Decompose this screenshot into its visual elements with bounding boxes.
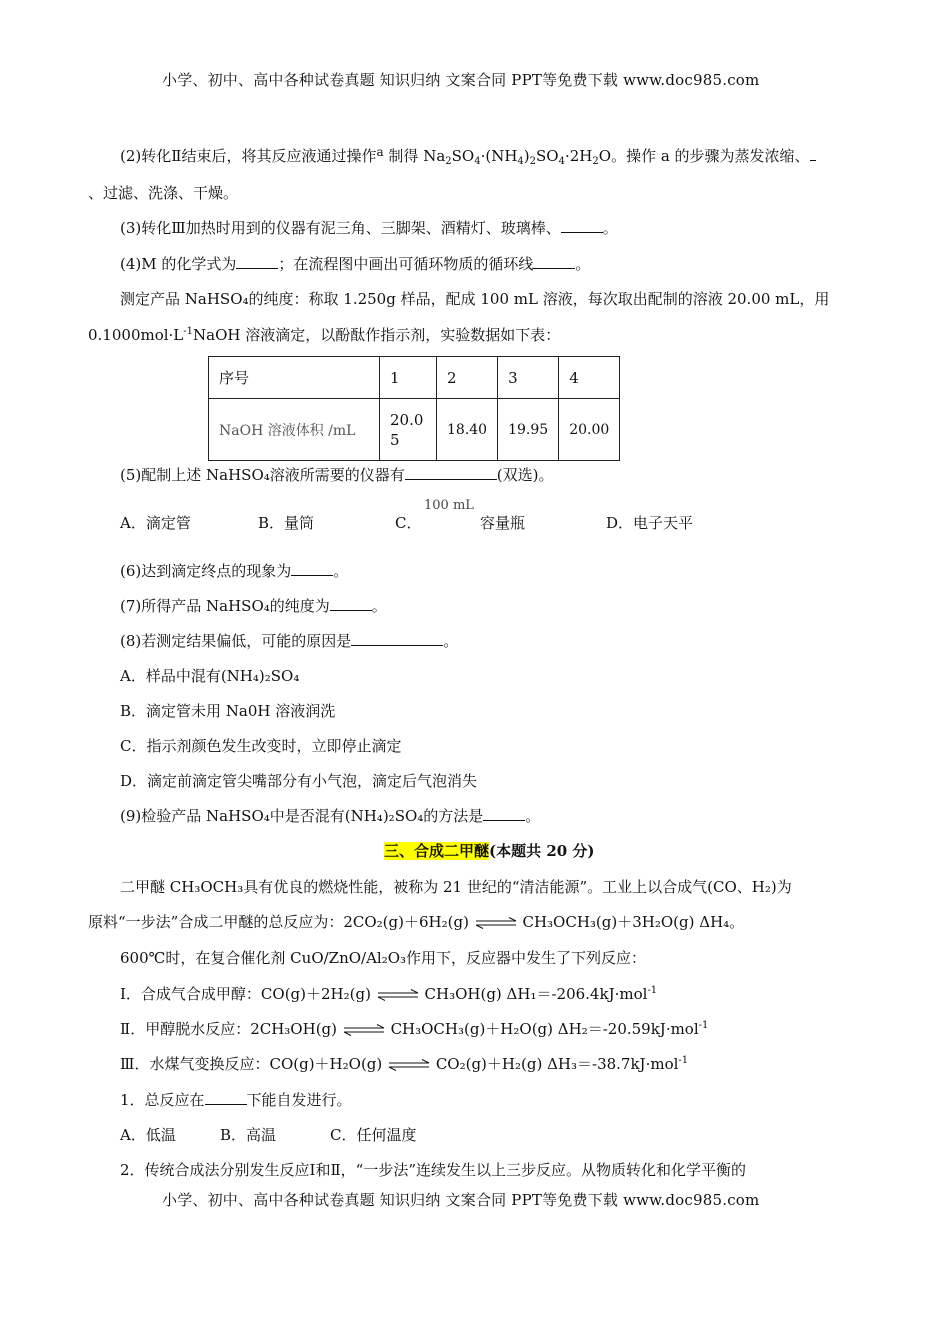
q5-option-c-volume: 100 mL	[424, 498, 474, 513]
question-8	[120, 631, 458, 651]
subquestion-2: 2．传统合成法分别发生反应Ⅰ和Ⅱ，“一步法”连续发生以上三步反应。从物质转化和化学平衡的	[120, 1161, 747, 1179]
q5-option-c: C．	[395, 514, 422, 532]
question-5	[120, 465, 553, 485]
s1-option-a: A．低温	[120, 1126, 176, 1144]
q9-text-b: 。	[525, 807, 541, 825]
q5-text-b: (双选)。	[496, 466, 554, 484]
section-title	[384, 841, 595, 861]
q2-text-a: (2)转化Ⅱ结束后，将其反应液通过操作	[120, 147, 377, 165]
table-cell-index-2: 2	[437, 357, 498, 399]
question-7	[120, 596, 387, 616]
q5-option-b: B．量筒	[258, 514, 315, 532]
q5-blank[interactable]	[405, 465, 497, 480]
intro-rest: NaOH 溶液滴定，以酚酞作指示剂，实验数据如下表：	[193, 326, 561, 344]
table-cell-index-1: 1	[380, 357, 437, 399]
q4-text-c: 。	[575, 255, 591, 273]
table-header-row	[209, 357, 620, 399]
q8-option-d: D．滴定前滴定管尖嘴部分有小气泡，滴定后气泡消失	[120, 772, 478, 790]
subquestion-1	[120, 1090, 352, 1110]
titration-data-table	[208, 356, 620, 461]
q5-option-d: D．电子天平	[606, 514, 694, 532]
reaction-1-exp: -1	[647, 985, 658, 996]
s1-option-b: B．高温	[220, 1126, 277, 1144]
s1-text-b: 下能自发进行。	[246, 1091, 352, 1109]
reaction-1-right: CH₃OH(g) ΔH₁＝-206.4kJ·mol	[424, 985, 648, 1003]
question-6	[120, 561, 348, 581]
page-header: 小学、初中、高中各种试卷真题 知识归纳 文案合同 PPT等免费下载 www.doc985.com	[162, 71, 760, 89]
q7-text-a: (7)所得产品 NaHSO₄的纯度为	[120, 597, 330, 615]
question-2-line-1	[120, 146, 816, 166]
q8-text-a: (8)若测定结果偏低，可能的原因是	[120, 632, 352, 650]
total-reaction-right: CH₃OCH₃(g)＋3H₂O(g) ΔH₄。	[522, 913, 745, 931]
page-footer: 小学、初中、高中各种试卷真题 知识归纳 文案合同 PPT等免费下载 www.doc985.com	[162, 1191, 760, 1209]
reaction-3-exp: -1	[678, 1055, 689, 1066]
q2-blank[interactable]	[810, 146, 816, 161]
question-9	[120, 806, 540, 826]
q4-blank-1[interactable]	[236, 254, 278, 269]
q2-formula: $Na_2SO_4\cdot(NH_4)_2SO_4\cdot 2H_2O$	[423, 147, 612, 167]
reaction-3	[120, 1054, 688, 1074]
table-cell-index-3: 3	[498, 357, 559, 399]
q4-blank-2[interactable]	[533, 254, 575, 269]
q7-blank[interactable]	[330, 596, 372, 611]
q9-blank[interactable]	[483, 806, 525, 821]
q2-operation-label: a	[376, 145, 384, 159]
section-title-highlight: 三、合成二甲醚	[384, 842, 490, 860]
q4-text-a: (4)M 的化学式为	[120, 255, 237, 273]
q8-text-b: 。	[443, 632, 459, 650]
q8-option-a: A．样品中混有(NH₄)₂SO₄	[120, 667, 300, 685]
q3-text-a: (3)转化Ⅲ加热时用到的仪器有泥三角、三脚架、酒精灯、玻璃棒、	[120, 219, 561, 237]
dme-intro-line-2	[88, 912, 744, 932]
q8-option-c: C．指示剂颜色发生改变时，立即停止滴定	[120, 737, 402, 755]
q7-text-b: 。	[371, 597, 387, 615]
table-cell-volume-3: 19.95	[498, 399, 559, 461]
equilibrium-arrow-icon	[387, 1059, 431, 1071]
question-3	[120, 218, 618, 238]
reaction-2-left: Ⅱ．甲醇脱水反应：2CH₃OH(g)	[120, 1020, 337, 1038]
q4-text-b: ；在流程图中画出可循环物质的循环线	[278, 255, 534, 273]
s1-text-a: 1．总反应在	[120, 1091, 205, 1109]
q8-blank[interactable]	[351, 631, 443, 646]
q2-text-b: 制得	[388, 147, 419, 165]
q2-text-c: 。操作 a 的步骤为蒸发浓缩、	[611, 147, 810, 165]
q3-text-b: 。	[602, 219, 618, 237]
dme-intro-line-1: 二甲醚 CH₃OCH₃具有优良的燃烧性能，被称为 21 世纪的“清洁能源”。工业上以合成气(CO、H₂)为	[120, 878, 792, 896]
reaction-3-right: CO₂(g)＋H₂(g) ΔH₃＝-38.7kJ·mol	[435, 1055, 679, 1073]
q6-text-a: (6)达到滴定终点的现象为	[120, 562, 292, 580]
table-cell-volume-2: 18.40	[437, 399, 498, 461]
q5-option-a: A．滴定管	[120, 514, 191, 532]
reaction-2	[120, 1019, 708, 1039]
s1-option-c: C．任何温度	[330, 1126, 417, 1144]
question-4	[120, 254, 590, 274]
reaction-1	[120, 984, 657, 1004]
q3-blank[interactable]	[561, 218, 603, 233]
table-cell-index-label: 序号	[209, 357, 380, 399]
intro-conc-exp: -1	[183, 326, 194, 337]
equilibrium-arrow-icon	[376, 989, 420, 1001]
reaction-2-exp: -1	[698, 1020, 709, 1031]
table-cell-volume-4: 20.00	[559, 399, 620, 461]
table-volume-row	[209, 399, 620, 461]
q8-option-b: B．滴定管未用 Na0H 溶液润洗	[120, 702, 336, 720]
titration-intro-line-1: 测定产品 NaHSO₄的纯度：称取 1.250g 样品，配成 100 mL 溶液，每次取出配制的溶液 20.00 mL，用	[120, 290, 830, 308]
titration-intro-line-2	[88, 325, 560, 345]
question-2-line-2: 、过滤、洗涤、干燥。	[88, 184, 239, 202]
s1-blank[interactable]	[205, 1090, 247, 1105]
q9-text-a: (9)检验产品 NaHSO₄中是否混有(NH₄)₂SO₄的方法是	[120, 807, 484, 825]
q5-option-c-label: 容量瓶	[480, 514, 526, 532]
q6-text-b: 。	[333, 562, 349, 580]
table-cell-volume-label: NaOH 溶液体积 /mL	[209, 399, 380, 461]
reaction-3-left: Ⅲ．水煤气变换反应：CO(g)＋H₂O(g)	[120, 1055, 383, 1073]
total-reaction-left: 原料“一步法”合成二甲醚的总反应为：2CO₂(g)＋6H₂(g)	[88, 913, 469, 931]
intro-conc: 0.1000mol·L	[88, 326, 184, 344]
reaction-1-left: Ⅰ．合成气合成甲醇：CO(g)＋2H₂(g)	[120, 985, 371, 1003]
q5-text-a: (5)配制上述 NaHSO₄溶液所需要的仪器有	[120, 466, 405, 484]
table-cell-volume-1: 20.05	[380, 399, 437, 461]
section-title-score: (本题共 20 分)	[489, 842, 595, 860]
equilibrium-arrow-icon	[474, 917, 518, 929]
table-cell-index-4: 4	[559, 357, 620, 399]
dme-conditions: 600℃时，在复合催化剂 CuO/ZnO/Al₂O₃作用下，反应器中发生了下列反应：	[120, 949, 647, 967]
reaction-2-right: CH₃OCH₃(g)＋H₂O(g) ΔH₂＝-20.59kJ·mol	[390, 1020, 699, 1038]
q6-blank[interactable]	[291, 561, 333, 576]
equilibrium-arrow-icon	[342, 1024, 386, 1036]
